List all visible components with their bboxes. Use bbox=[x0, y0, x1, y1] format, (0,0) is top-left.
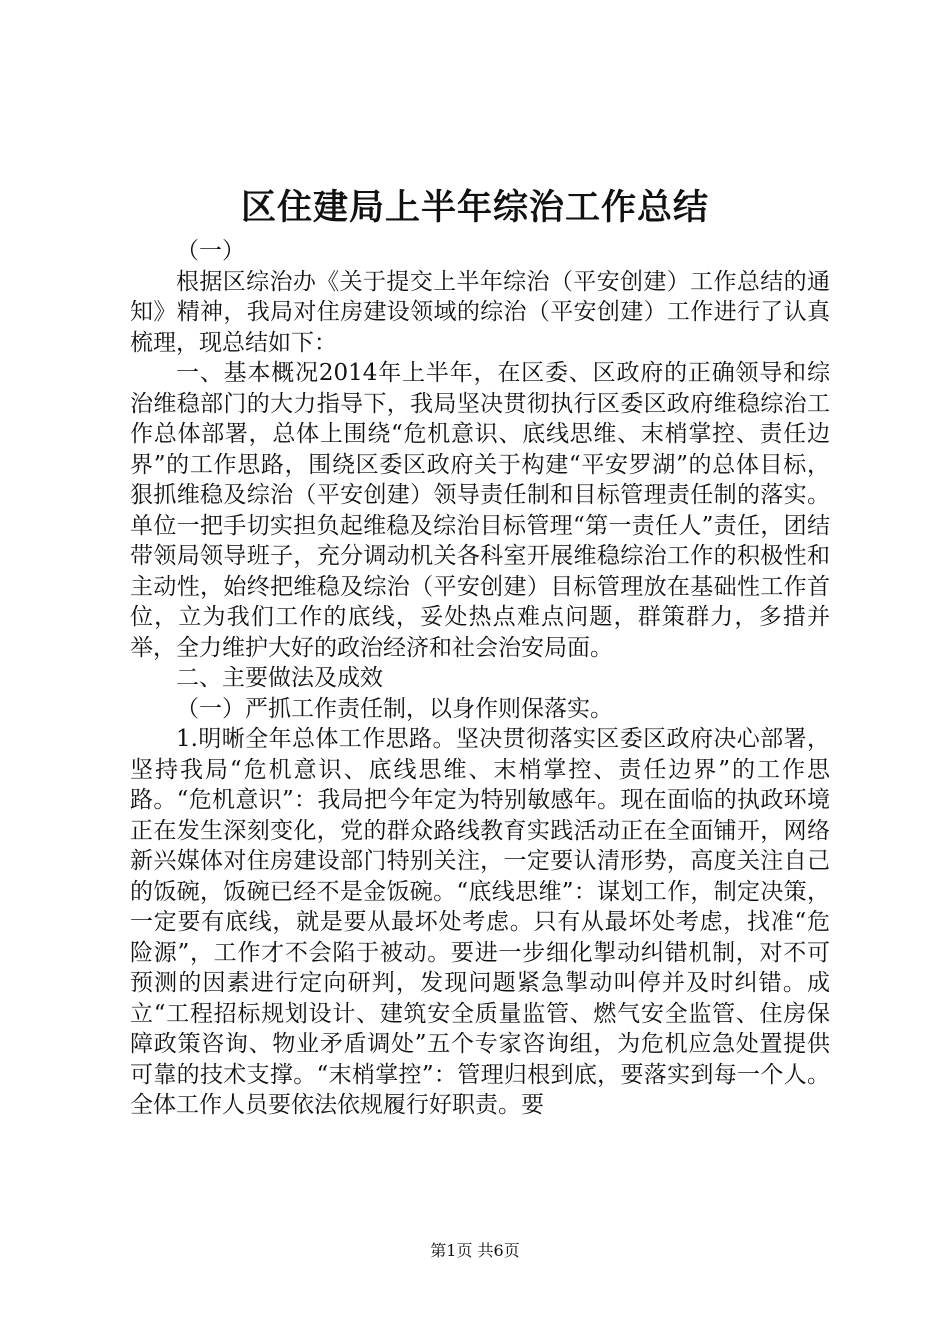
heading-main-practices: 二、主要做法及成效 bbox=[176, 665, 383, 691]
page-footer: 第1页 共6页 bbox=[430, 1241, 520, 1260]
heading-responsibility: （一）严抓工作责任制，以身作则保落实。 bbox=[176, 695, 613, 722]
paragraph-work-approach: 1.明晰全年总体工作思路。坚决贯彻落实区委区政府决心部署，坚持我局“危机意识、底线思维、末梢掌控、责任边界”的工作思路。“危机意识”：我局把今年定为特别敏感年。现在面临的执政环境正在发生深刻变化，党的群众路线教育实践活动正在全面铺开，网络新兴媒体对住房建设部门特别关注，一定要认清形势，高度关注自己的饭碗，饭碗已经不是金饭碗。“底线思维”：谋划工作，制定决策，一定要有底线，就是要从最坏处考虑。只有从最坏处考虑，找准“危险源”，工作才不会陷于被动。要进一步细化掣动纠错机制，对不可预测的因素进行定向研判，发现问题紧急掣动叫停并及时纠错。成立“工程招标规划设计、建筑安全质量监管、燃气安全监管、住房保障政策咨询、物业矛盾调处”五个专家咨询组，为危机应急处置提供可靠的技术支撑。“末梢掌控”：管理归根到底，要落实到每一个人。全体工作人员要依法依规履行好职责。要 bbox=[130, 726, 830, 1118]
document-body bbox=[130, 236, 830, 1121]
paragraph-overview: 一、基本概况2014年上半年，在区委、区政府的正确领导和综治维稳部门的大力指导下，我局坚决贯彻执行区委区政府维稳综治工作总体部署，总体上围绕“危机意识、底线思维、末梢掌控、责任边界”的工作思路，围绕区委区政府关于构建“平安罗湖”的总体目标，狠抓维稳及综治（平安创建）领导责任制和目标管理责任制的落实。单位一把手切实担负起维稳及综治目标管理“第一责任人”责任，团结带领局领导班子，充分调动机关各科室开展维稳综治工作的积极性和主动性，始终把维稳及综治（平安创建）目标管理放在基础性工作首位，立为我们工作的底线，妥处热点难点问题，群策群力，多措并举，全力维护大好的政治经济和社会治安局面。 bbox=[130, 360, 830, 661]
paragraph-section-marker: （一） bbox=[176, 238, 245, 264]
document-title: 区住建局上半年综治工作总结 bbox=[240, 188, 709, 228]
paragraph-intro: 根据区综治办《关于提交上半年综治（平安创建）工作总结的通知》精神，我局对住房建设领域的综治（平安创建）工作进行了认真梳理，现总结如下： bbox=[130, 268, 830, 356]
